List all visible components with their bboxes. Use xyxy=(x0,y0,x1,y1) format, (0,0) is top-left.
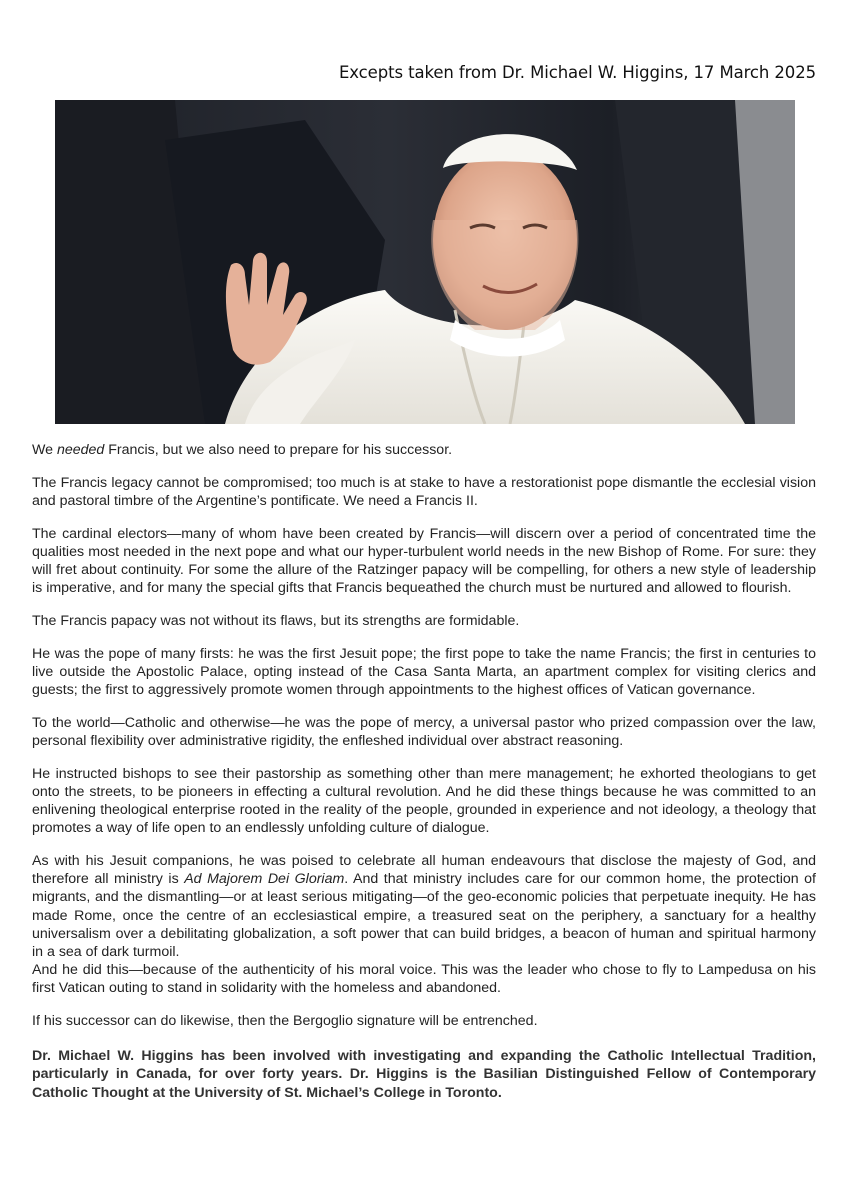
paragraph-9: And he did this—because of the authenticity of his moral voice. This was the leader who chose to fly to Lampedusa on his first Vatican outing to stand in solidarity with the homeless and abandoned. xyxy=(32,962,816,997)
paragraph-5: He was the pope of many firsts: he was the first Jesuit pope; the first pope to take the name Francis; the first in centuries to live outside the Apostolic Palace, opting instead of the Casa Santa Marta, an apartment complex for visiting clerics and guests; the first to aggressively promote women through appointments to the highest offices of Vatican governance. xyxy=(32,645,816,699)
paragraph-10: If his successor can do likewise, then the Bergoglio signature will be entrenched. xyxy=(32,1013,538,1030)
paragraph-3: The cardinal electors—many of whom have been created by Francis—will discern over a period of concentrated time the qualities most needed in the next pope and what our hyper-turbulent world needs in the new Bishop of Rome. For sure: they will fret about continuity. For some the allure of the Ratzinger papacy will be compelling, for others a new style of leadership is imperative, and for many the special gifts that Francis bequeathed the church must be nurtured and allowed to flourish. xyxy=(32,525,816,597)
author-bio: Dr. Michael W. Higgins has been involved with investigating and expanding the Catholic Intellectual Tradition, particularly in Canada, for over forty years. Dr. Higgins is the Basilian Distinguished Fellow of Contemporary Catholic Thought at the University of St. Michael’s College in Toronto. xyxy=(32,1048,816,1101)
paragraph-8: As with his Jesuit companions, he was poised to celebrate all human endeavours that disclose the majesty of God, and therefore all ministry is Ad Majorem Dei Gloriam. And that ministry includes care for our common home, the protection of migrants, and the dismantling—or at least serious mitigating—of the geo-economic policies that perpetuate inequity. He has made Rome, once the centre of an ecclesiastical empire, a treasured seat on the periphery, a sanctuary for a healthy universalism over a debilitating globalization, a soft power that can build bridges, a beacon of human and spiritual harmony in a sea of dark turmoil. xyxy=(32,852,816,960)
portrait-photo-icon xyxy=(55,100,795,424)
paragraph-7: He instructed bishops to see their pastorship as something other than mere management; he exhorted theologians to get onto the streets, to be pioneers in effecting a cultural revolution. And he did these things because he was committed to an enlivening theological enterprise rooted in the reality of the people, grounded in experience and not ideology, a theology that promotes a way of life open to an endlessly unfolding culture of dialogue. xyxy=(32,765,816,837)
attribution-header: Excepts taken from Dr. Michael W. Higgins, 17 March 2025 xyxy=(338,63,816,82)
paragraph-4: The Francis papacy was not without its flaws, but its strengths are formidable. xyxy=(32,612,520,629)
paragraph-6: To the world—Catholic and otherwise—he was the pope of mercy, a universal pastor who prized compassion over the law, personal flexibility over administrative rigidity, the enfleshed individual over abstract reasoning. xyxy=(32,714,816,749)
paragraph-1: We needed Francis, but we also need to prepare for his successor. xyxy=(32,442,453,458)
paragraph-2: The Francis legacy cannot be compromised; too much is at stake to have a restorationist pope dismantle the ecclesial vision and pastoral timbre of the Argentine’s pontificate. We need a Francis II. xyxy=(32,474,816,509)
pope-francis-photo xyxy=(55,100,795,424)
article-body xyxy=(32,441,816,1116)
